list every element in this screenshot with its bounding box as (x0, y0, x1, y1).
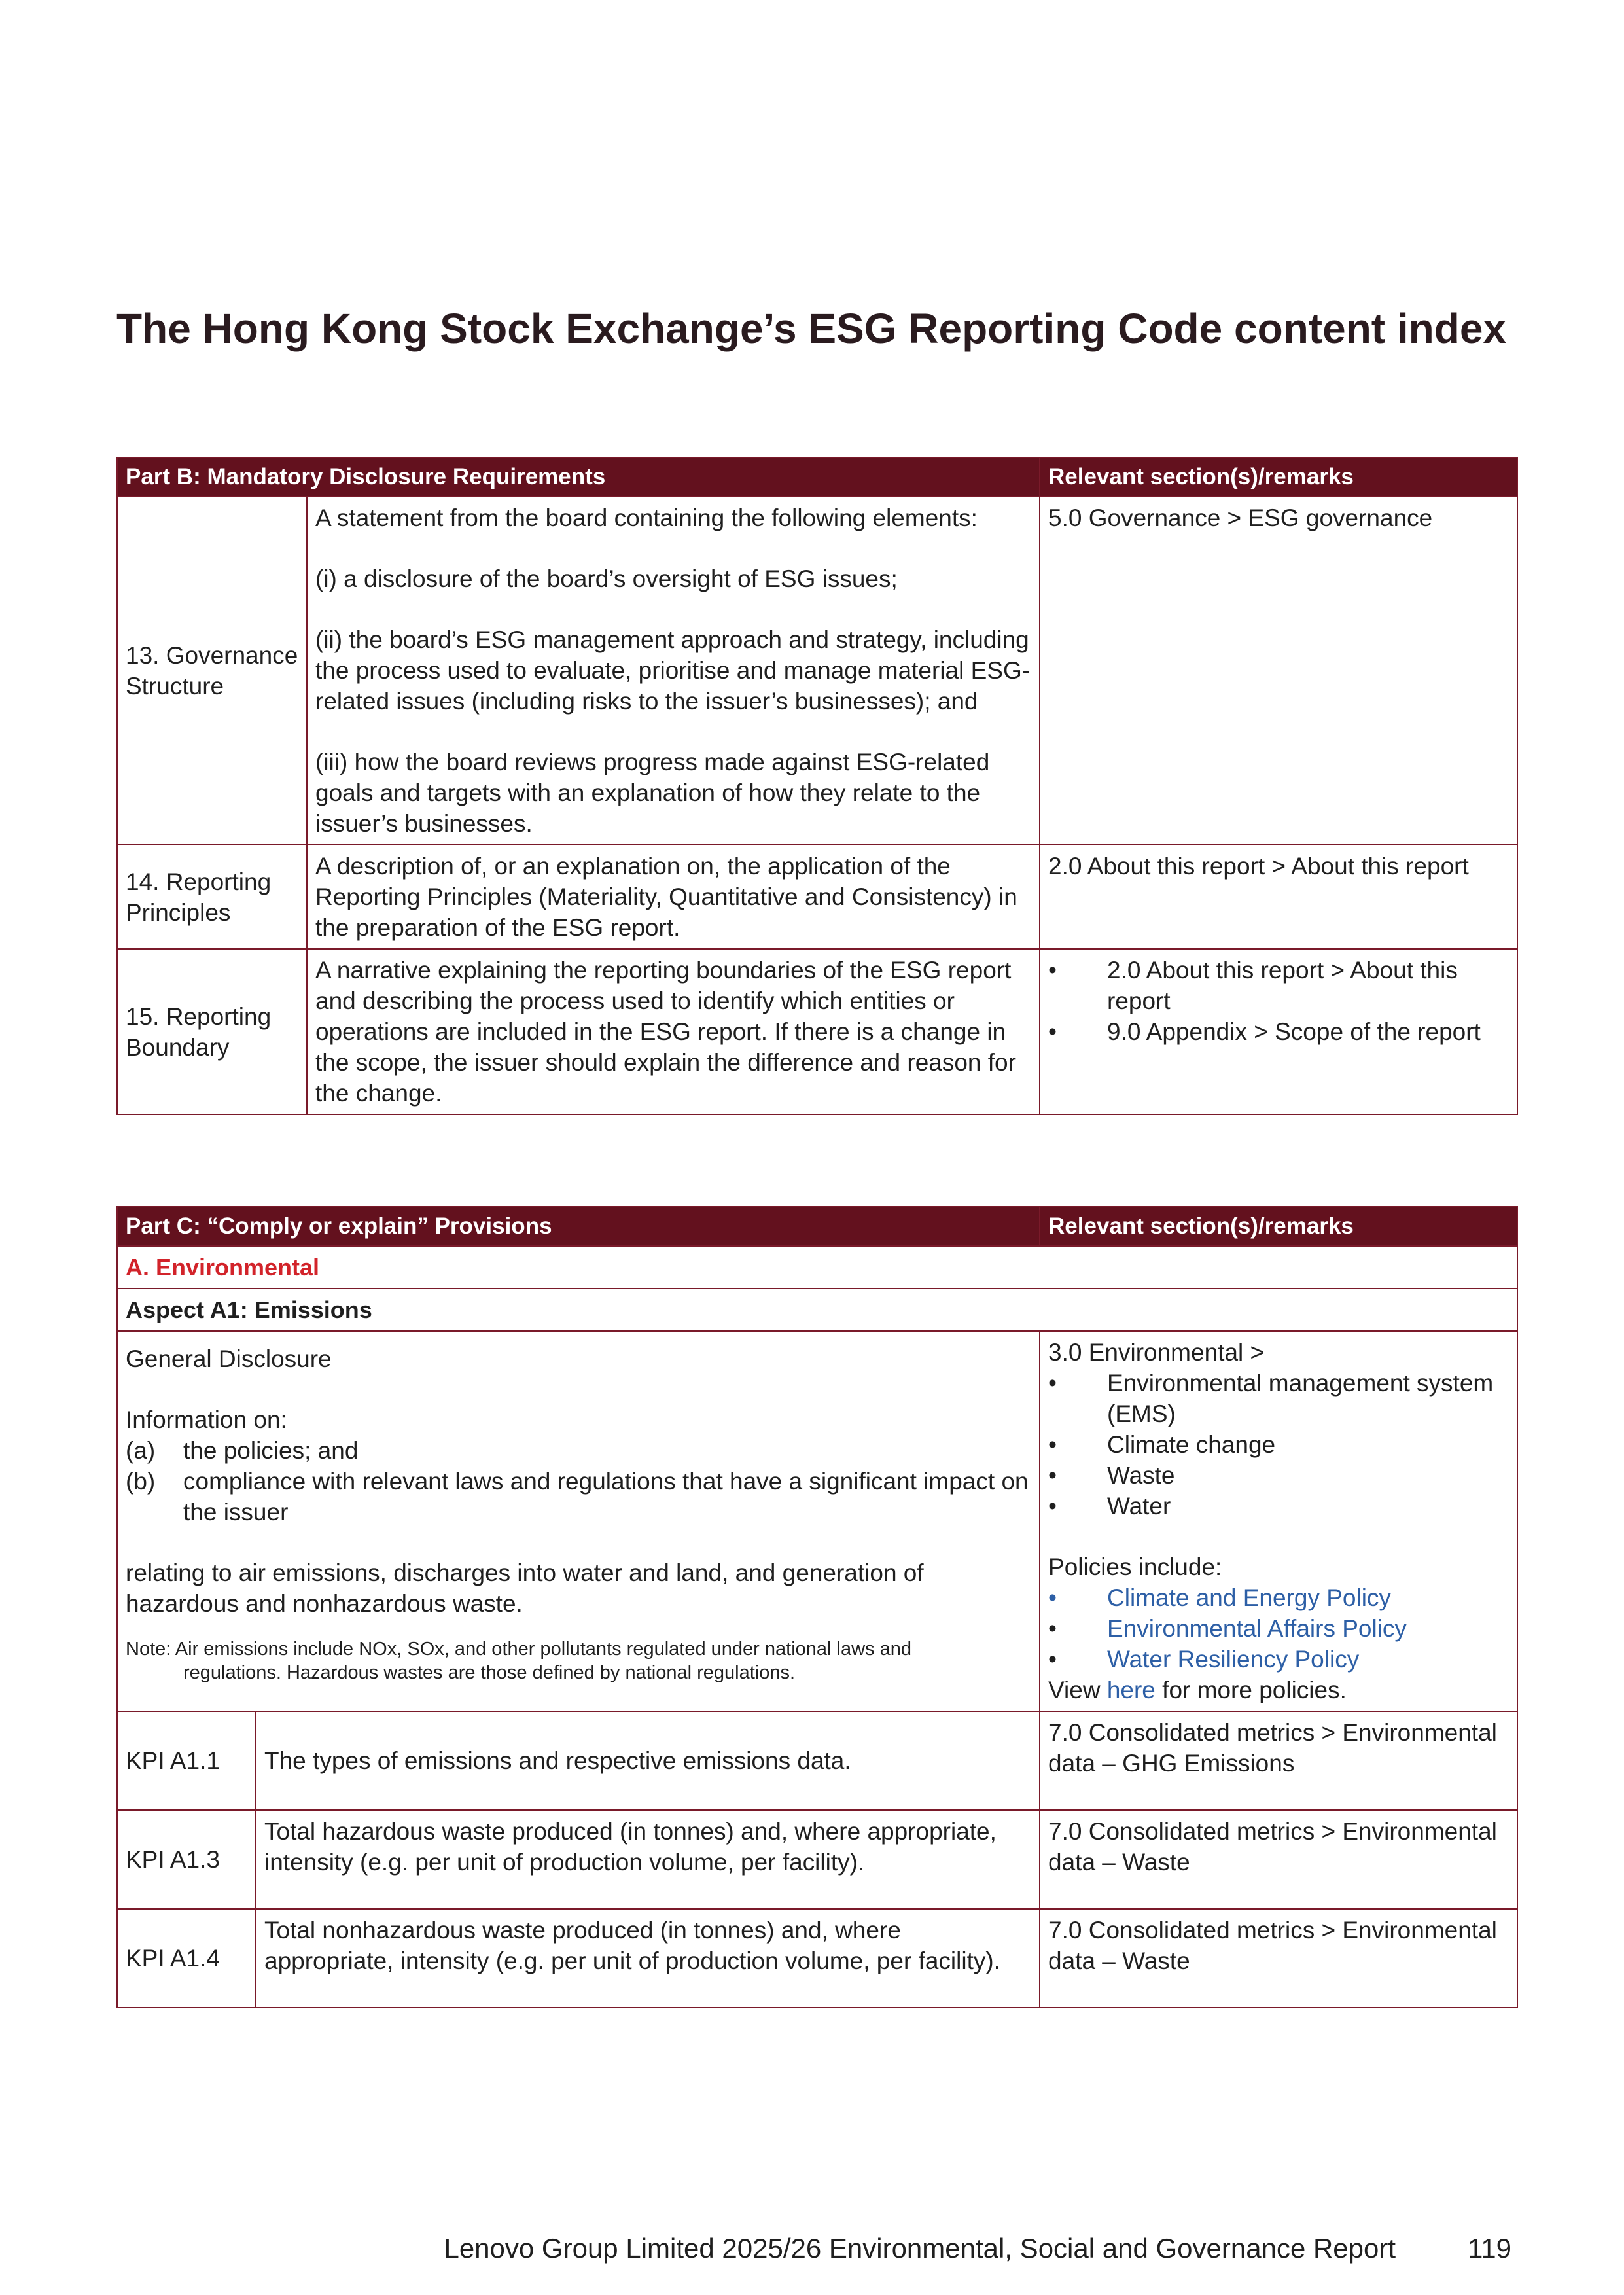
row-label: 15. Reporting Boundary (117, 949, 307, 1114)
general-disclosure-heading: General Disclosure (126, 1345, 332, 1372)
table-row (117, 1246, 1517, 1289)
row-remark: 2.0 About this report > About this report (1040, 845, 1517, 949)
bullet-marker: • (1048, 1431, 1057, 1458)
table-row (117, 949, 1517, 1114)
table-row (117, 1289, 1517, 1331)
part-b-header-row (117, 457, 1517, 497)
list-item (126, 1466, 1031, 1527)
desc-paragraph: (i) a disclosure of the board’s oversight of ESG issues; (315, 565, 898, 592)
part-c-header-row (117, 1207, 1517, 1246)
kpi-id: KPI A1.1 (117, 1711, 256, 1810)
policies-heading: Policies include: (1048, 1554, 1222, 1580)
row-label: 13. Governance Structure (117, 497, 307, 845)
page-number: 119 (1468, 2233, 1511, 2264)
list-marker: (b) (126, 1468, 156, 1495)
view-prefix: View (1048, 1677, 1101, 1703)
list-item (126, 1435, 1031, 1466)
note-prefix: Note: (126, 1639, 171, 1660)
desc-paragraph: (ii) the board’s ESG management approach and strategy, including the process used to evaluate, prioritise and manage material ESG-related issues (including risks to the issuer’s businesses); and (315, 626, 1031, 715)
list-item (1048, 1582, 1509, 1613)
kpi-description: Total hazardous waste produced (in tonnes) and, where appropriate, intensity (e.g. per unit of production volume, per facility). (256, 1810, 1040, 1909)
bullet-marker: • (1048, 1646, 1057, 1673)
list-item-text: Waste (1107, 1462, 1175, 1489)
table-row (117, 1909, 1517, 2008)
info-label: Information on: (126, 1406, 287, 1433)
row-remark (1040, 949, 1517, 1114)
table-row (117, 1810, 1517, 1909)
list-item (1048, 955, 1509, 1016)
bullet-marker: • (1048, 1370, 1057, 1397)
list-item-text: the policies; and (183, 1437, 359, 1464)
bullet-marker: • (1048, 1584, 1057, 1611)
row-remark: 5.0 Governance > ESG governance (1040, 497, 1517, 845)
policy-link-water-resiliency[interactable]: Water Resiliency Policy (1107, 1646, 1360, 1673)
part-c-table (116, 1206, 1518, 2008)
bullet-marker: • (1048, 957, 1057, 984)
part-b-remarks-header: Relevant section(s)/remarks (1040, 457, 1517, 497)
row-description: A description of, or an explanation on, the application of the Reporting Principles (Materiality, Quantitative and Consistency) in the preparation of the ESG report. (307, 845, 1040, 949)
list-item-text: Water (1107, 1493, 1171, 1520)
part-b-table (116, 457, 1518, 1115)
view-suffix: for more policies. (1162, 1677, 1347, 1703)
view-more-policies (1048, 1675, 1509, 1705)
policy-link-climate-energy[interactable]: Climate and Energy Policy (1107, 1584, 1391, 1611)
table-row (117, 1331, 1517, 1711)
row-description (307, 497, 1040, 845)
list-item-text: 2.0 About this report > About this report (1107, 957, 1458, 1014)
part-b-header: Part B: Mandatory Disclosure Requirements (117, 457, 1040, 497)
part-c-header: Part C: “Comply or explain” Provisions (117, 1207, 1040, 1246)
table-row (117, 1711, 1517, 1810)
policy-link-environmental-affairs[interactable]: Environmental Affairs Policy (1107, 1615, 1407, 1642)
section-heading: A. Environmental (117, 1246, 1517, 1289)
page-footer (0, 2233, 1511, 2264)
note-line: regulations. Hazardous wastes are those defined by national regulations. (183, 1662, 796, 1683)
list-item (1048, 1613, 1509, 1644)
row-description: A narrative explaining the reporting boundaries of the ESG report and describing the process used to identify which entities or operations are included in the ESG report. If there is a change in the scope, the issuer should explain the difference and reason for the change. (307, 949, 1040, 1114)
relating-text: relating to air emissions, discharges into water and land, and generation of hazardous and nonhazardous waste. (126, 1559, 924, 1617)
aspect-heading: Aspect A1: Emissions (117, 1289, 1517, 1331)
list-item (1048, 1460, 1509, 1491)
note-line: Air emissions include NOx, SOx, and other pollutants regulated under national laws and (175, 1639, 911, 1660)
note (126, 1637, 1031, 1684)
here-link[interactable]: here (1106, 1677, 1156, 1703)
desc-paragraph: A statement from the board containing the following elements: (315, 505, 978, 531)
list-item-text: Environmental management system (EMS) (1107, 1370, 1494, 1427)
part-c-remarks-header: Relevant section(s)/remarks (1040, 1207, 1517, 1246)
kpi-description: The types of emissions and respective emissions data. (256, 1711, 1040, 1810)
remark-heading: 3.0 Environmental > (1048, 1339, 1265, 1366)
table-row (117, 845, 1517, 949)
kpi-remark: 7.0 Consolidated metrics > Environmental data – GHG Emissions (1040, 1711, 1517, 1810)
desc-paragraph: (iii) how the board reviews progress made against ESG-related goals and targets with an explanation of how they relate to the issuer’s businesses. (315, 749, 990, 837)
list-item-text: Climate change (1107, 1431, 1276, 1458)
footer-text: Lenovo Group Limited 2025/26 Environmental, Social and Governance Report (444, 2233, 1396, 2264)
page-title: The Hong Kong Stock Exchange’s ESG Reporting Code content index (116, 305, 1507, 352)
kpi-remark: 7.0 Consolidated metrics > Environmental data – Waste (1040, 1909, 1517, 2008)
row-label: 14. Reporting Principles (117, 845, 307, 949)
kpi-remark: 7.0 Consolidated metrics > Environmental data – Waste (1040, 1810, 1517, 1909)
bullet-marker: • (1048, 1018, 1057, 1045)
list-item-text: compliance with relevant laws and regulations that have a significant impact on the issuer (183, 1468, 1029, 1525)
bullet-marker: • (1048, 1493, 1057, 1520)
kpi-id: KPI A1.3 (117, 1810, 256, 1909)
kpi-description: Total nonhazardous waste produced (in tonnes) and, where appropriate, intensity (e.g. per unit of production volume, per facility). (256, 1909, 1040, 2008)
list-item (1048, 1429, 1509, 1460)
list-item (1048, 1491, 1509, 1521)
list-item (1048, 1016, 1509, 1047)
kpi-id: KPI A1.4 (117, 1909, 256, 2008)
general-disclosure (117, 1331, 1040, 1711)
table-row (117, 497, 1517, 845)
bullet-marker: • (1048, 1462, 1057, 1489)
bullet-marker: • (1048, 1615, 1057, 1642)
list-item (1048, 1368, 1509, 1429)
list-item (1048, 1644, 1509, 1675)
list-item-text: 9.0 Appendix > Scope of the report (1107, 1018, 1481, 1045)
list-marker: (a) (126, 1437, 156, 1464)
general-remarks (1040, 1331, 1517, 1711)
